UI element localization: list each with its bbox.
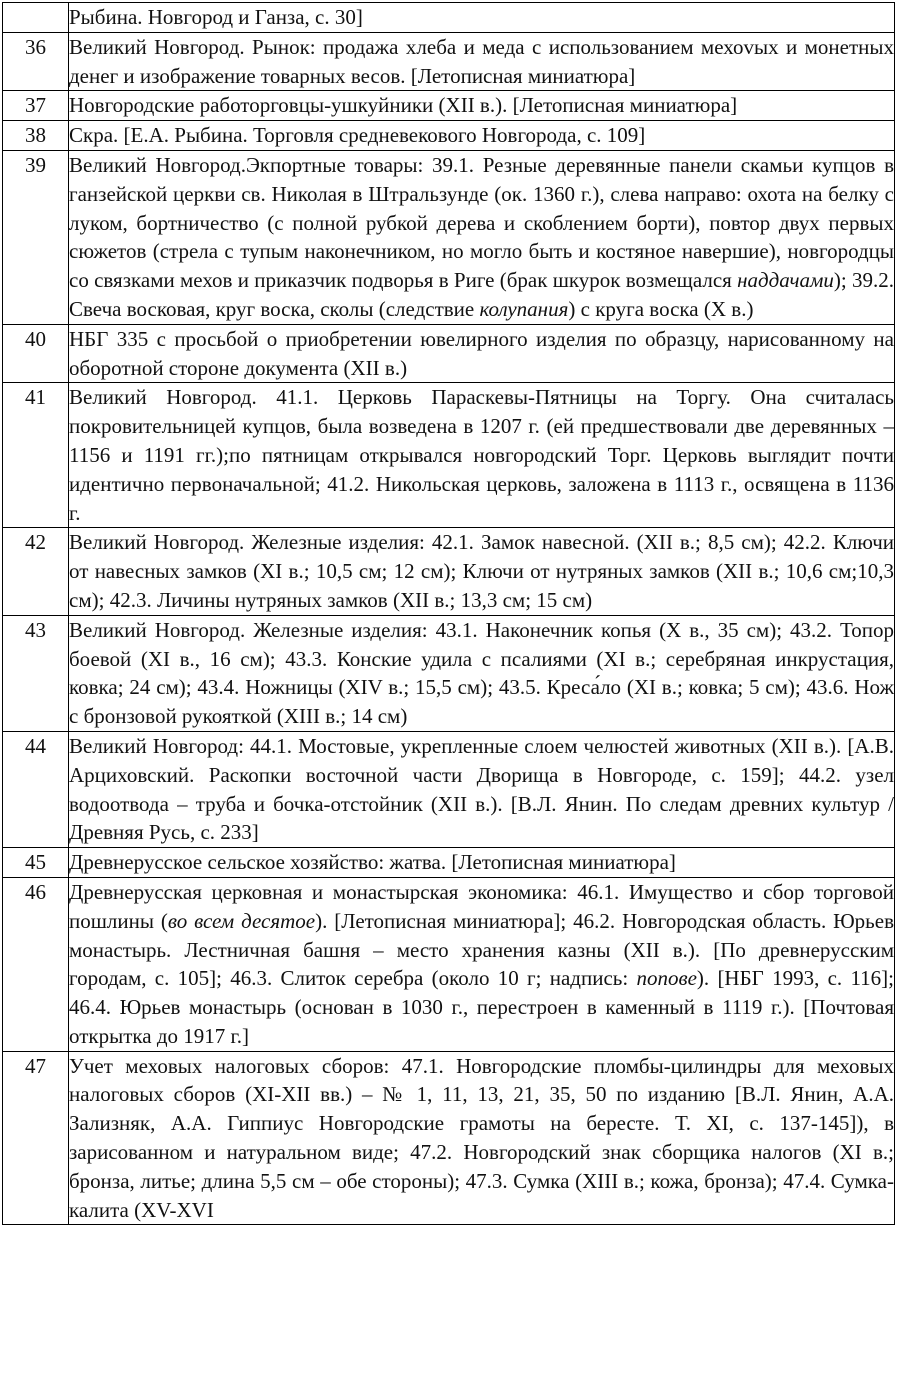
row-description [69, 615, 895, 731]
row-number: 46 [3, 877, 69, 1051]
italic-term: наддачами [737, 268, 834, 293]
row-number [3, 3, 69, 33]
row-number: 43 [3, 615, 69, 731]
row-description [69, 1051, 895, 1225]
document-page [2, 2, 895, 1225]
table-row [3, 324, 895, 383]
description-text: ). [Летописная миниатюра]; 46.2. Новгородская область. Юрьев монастырь. Лестничная башня – место хранения казны (XII в.). [По древнерусским городам, с. 105]; 46.3. Слиток серебра (около 10 г; надпись: [69, 908, 894, 991]
row-description [69, 383, 895, 528]
row-number: 40 [3, 324, 69, 383]
row-description [69, 121, 895, 151]
table-row [3, 615, 895, 731]
row-number: 38 [3, 121, 69, 151]
italic-term: во всем десятое [167, 908, 316, 933]
table-row [3, 32, 895, 91]
table-row [3, 383, 895, 528]
row-number: 44 [3, 731, 69, 847]
description-text: Древнерусская церковная и монастырская экономика: 46.1. Имущество и сбор торговой пошлины ( [69, 879, 894, 933]
row-description [69, 528, 895, 615]
description-text: Новгородские работорговцы-ушкуйники (XII в.). [Летописная миниатюра] [69, 93, 738, 118]
illustrations-table [2, 2, 895, 1225]
row-number: 39 [3, 150, 69, 324]
description-text: Великий Новгород. Железные изделия: 42.1. Замок навесной. (XII в.; 8,5 см); 42.2. Ключи от навесных замков (XI в.; 10,5 см; 12 см); Ключи от нутряных замков (XII в.; 10,6 см;10,3 см); 42.3. Личины нутряных замков (XII в.; 13,3 см; 15 см) [69, 530, 894, 612]
italic-term: попове [636, 966, 697, 991]
row-number: 42 [3, 528, 69, 615]
description-text: НБГ 335 с просьбой о приобретении ювелирного изделия по образцу, нарисованному на оборотной стороне документа (XII в.) [69, 326, 894, 380]
table-row [3, 731, 895, 847]
description-text: ); 39.2. Свеча восковая, круг воска, сколы (следствие [69, 268, 894, 321]
table-row [3, 1051, 895, 1225]
table-row [3, 528, 895, 615]
row-number: 36 [3, 32, 69, 91]
italic-term: колупания [479, 296, 569, 321]
description-text: Скра. [Е.А. Рыбина. Торговля средневекового Новгорода, с. 109] [69, 123, 646, 148]
description-text: Рыбина. Новгород и Ганза, с. 30] [69, 5, 363, 29]
description-text: Великий Новгород. 41.1. Церковь Параскевы-Пятницы на Торгу. Она считалась покровительницей купцов, была возведена в 1207 г. (ей предшествовали две деревянных – 1156 и 1191 гг.);по пятницам открывался новгородский Торг. Церковь выглядит почти идентично первоначальной; 41.2. Никольская церковь, заложена в 1113 г., освящена в 1136 г. [69, 385, 894, 525]
table-body [3, 3, 895, 1225]
description-text: Древнерусское сельское хозяйство: жатва. [Летописная миниатюра] [69, 850, 676, 875]
table-row [3, 150, 895, 324]
row-description [69, 877, 895, 1051]
row-description [69, 731, 895, 847]
row-number: 45 [3, 848, 69, 878]
description-text: ) с круга воска (X в.) [568, 296, 754, 321]
row-description [69, 150, 895, 324]
table-row [3, 3, 895, 33]
row-description [69, 848, 895, 878]
description-text: Великий Новгород: 44.1. Мостовые, укрепленные слоем челюстей животных (XII в.). [А.В. Арциховский. Раскопки восточной части Дворища в Новгороде, с. 159]; 44.2. узел водоотвода – труба и бочка-отстойник (XII в.). [В.Л. Янин. По следам древних культур / Древняя Русь, с. 233] [69, 733, 894, 845]
description-text: ). [НБГ 1993, с. 116]; 46.4. Юрьев монастырь (основан в 1030 г., перестроен в каменный в 1119 г.). [Почтовая открытка до 1917 г.] [69, 966, 894, 1048]
table-row [3, 121, 895, 151]
row-number: 41 [3, 383, 69, 528]
description-text: Учет меховых налоговых сборов: 47.1. Новгородские пломбы-цилиндры для меховых налоговых сборов (XI-XII вв.) – № 1, 11, 13, 21, 35, 50 по изданию [В.Л. Янин, А.А. Зализняк, А.А. Гиппиус Новгородские грамоты на бересте. Т. XI, с. 137-145]), в зарисованном и натуральном виде; 47.2. Новгородский знак сборщика налогов (XI в.; бронза, литье; длина 5,5 см – обе стороны); 47.3. Сумка (XIII в.; кожа, бронза); 47.4. Сумка-калита (XV-XVI [69, 1053, 894, 1222]
description-text: Великий Новгород. Рынок: продажа хлеба и меда с использованием мехоvых и монетных денег и изображение товарных весов. [Летописная миниатюра] [69, 34, 894, 88]
row-number: 47 [3, 1051, 69, 1225]
description-text: Великий Новгород. Железные изделия: 43.1. Наконечник копья (X в., 35 см); 43.2. Топор боевой (XI в., 16 см); 43.3. Конские удила с псалиями (XI в.; серебряная инкрустация, ковка; 24 см); 43.4. Ножницы (XIV в.; 15,5 см); 43.5. Креса́ло (XI в.; ковка; 5 см); 43.6. Нож с бронзовой рукояткой (XIII в.; 14 см) [69, 617, 894, 729]
row-description [69, 3, 895, 33]
table-row [3, 877, 895, 1051]
row-description [69, 32, 895, 91]
row-number: 37 [3, 91, 69, 121]
table-row [3, 848, 895, 878]
row-description [69, 91, 895, 121]
row-description [69, 324, 895, 383]
description-text: Великий Новгород.Экпортные товары: 39.1. Резные деревянные панели скамьи купцов в ганзейской церкви св. Николая в Штральзунде (ок. 1360 г.), слева направо: охота на белку с луком, бортничество (с полной рубкой дерева и скоблением борти), повтор двух первых сюжетов (стрела с тупым наконечником, но могло быть и костяное навершие), новгородцы со связками мехов и приказчик подворья в Риге (брак шкурок возмещался [69, 152, 894, 293]
table-row [3, 91, 895, 121]
